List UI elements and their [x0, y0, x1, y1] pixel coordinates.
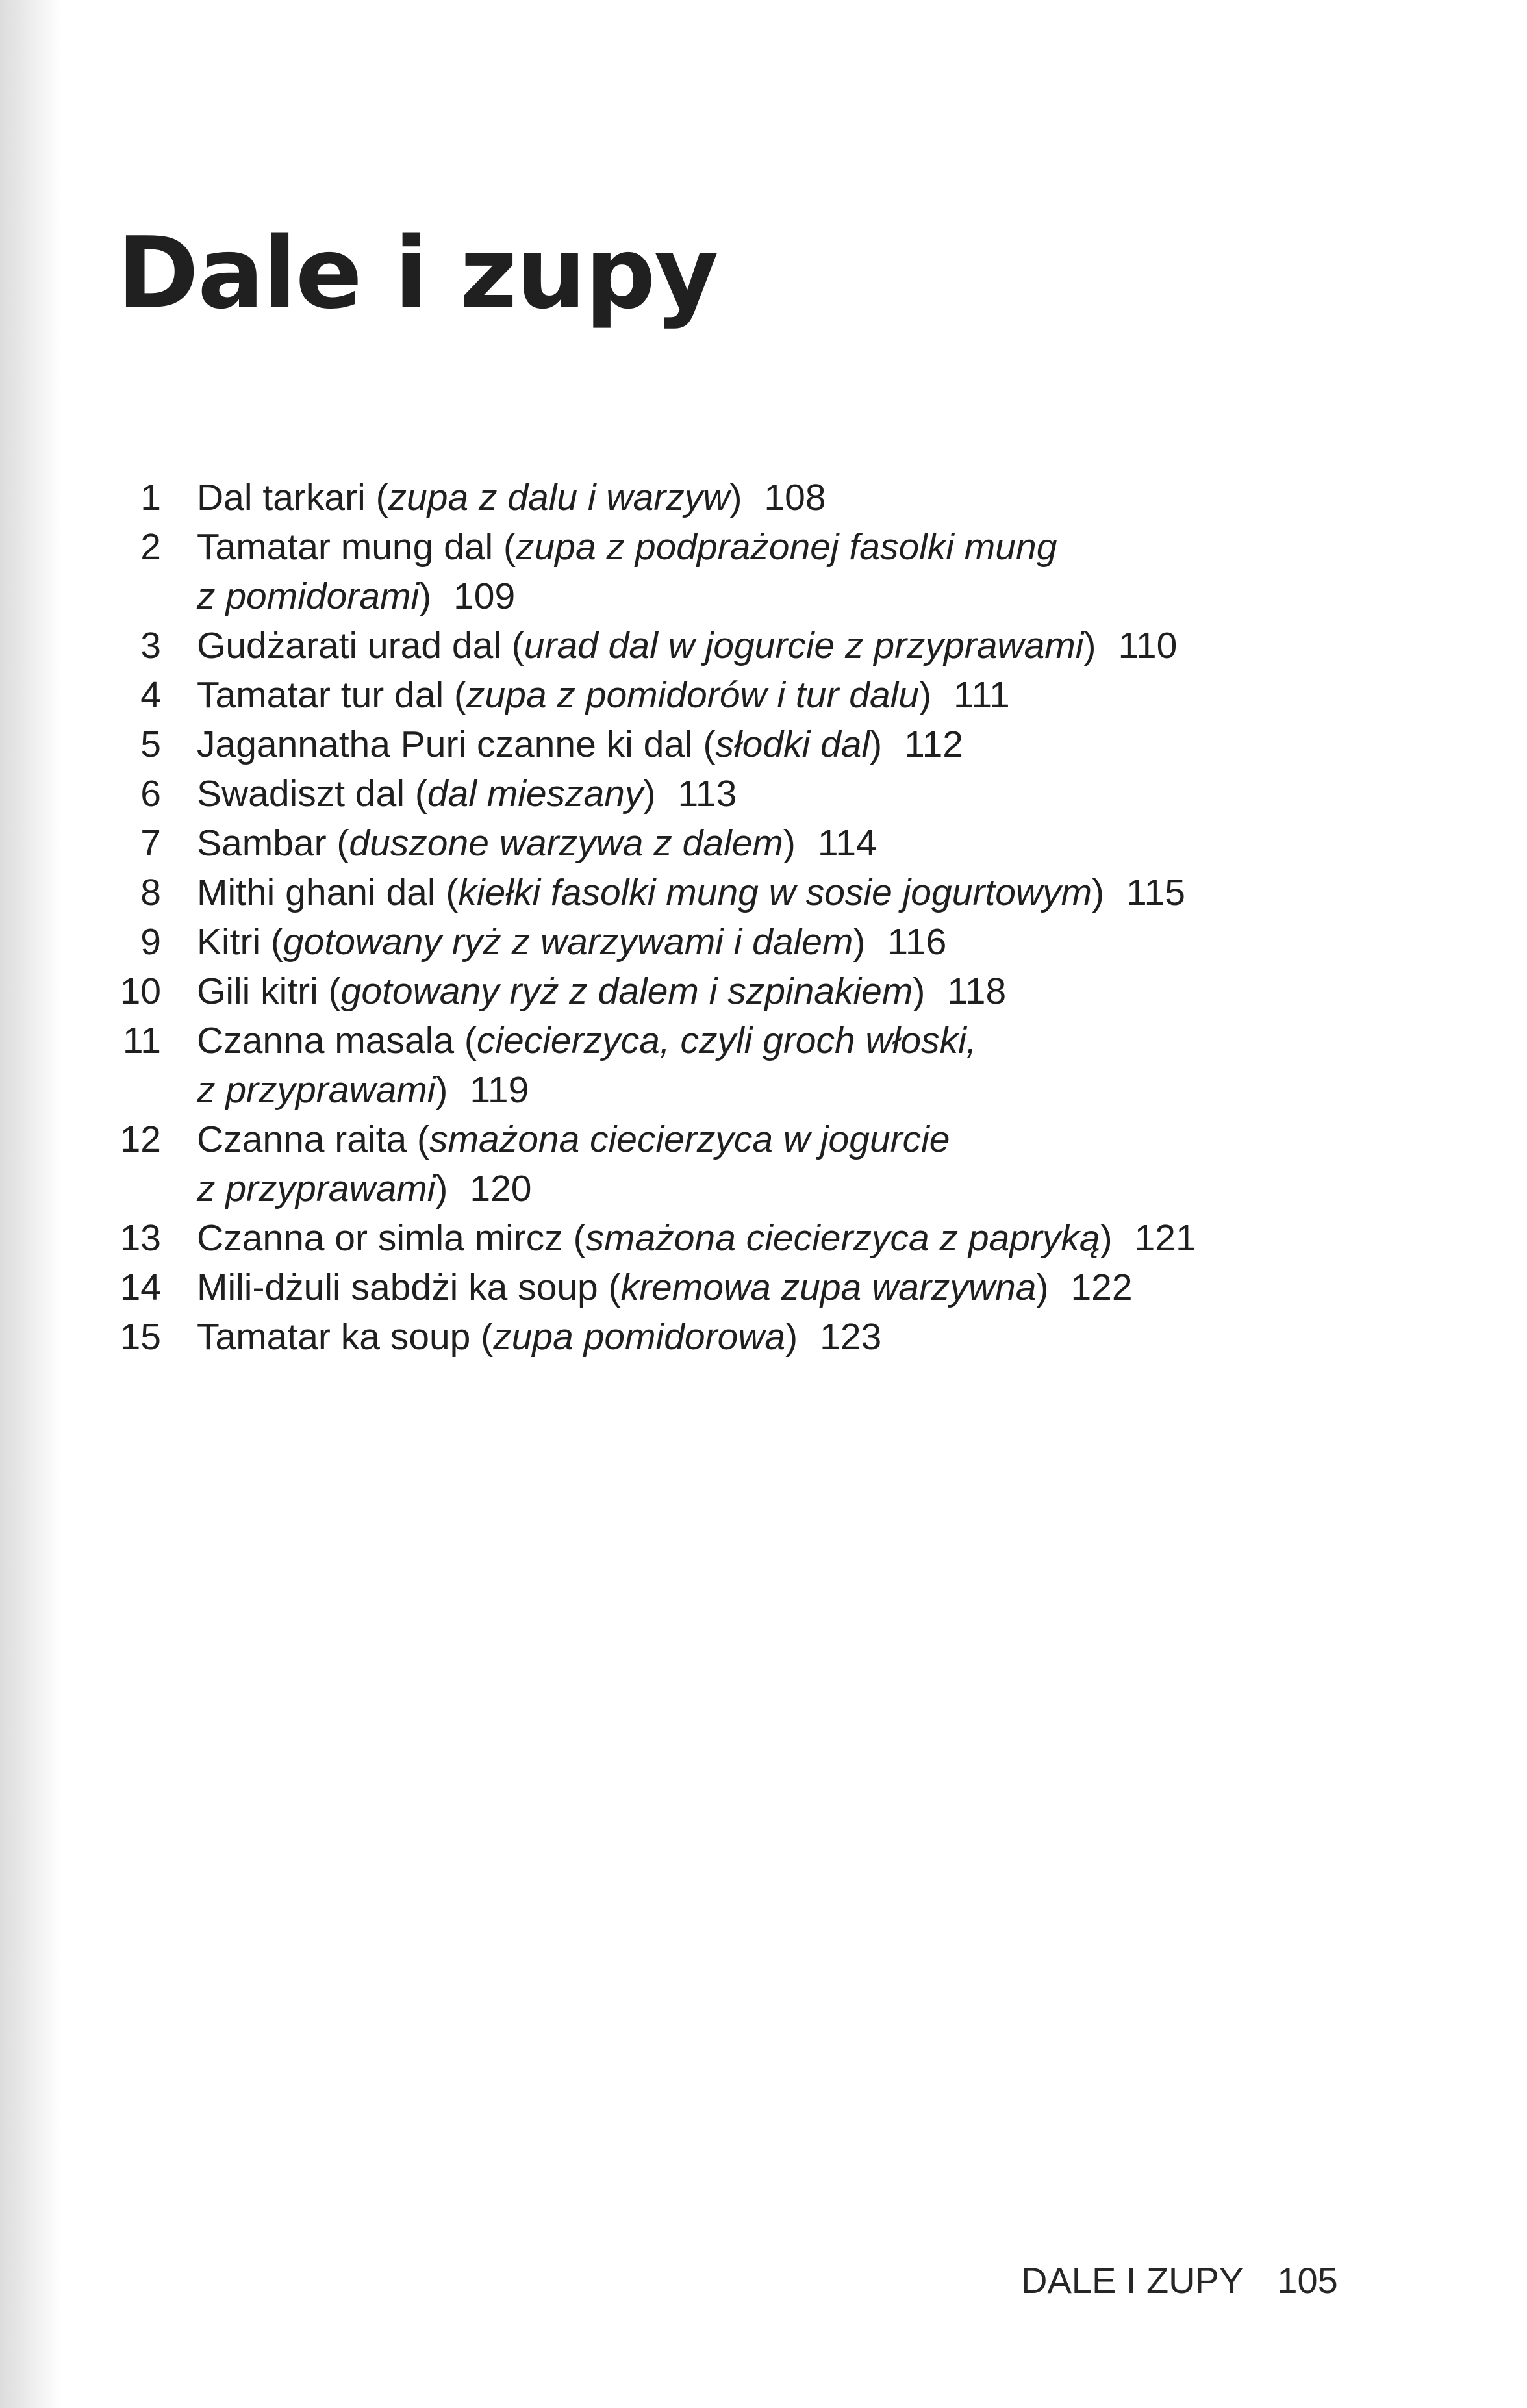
closing-paren: )	[643, 773, 656, 815]
recipe-text	[197, 967, 1429, 1016]
list-item	[97, 1016, 1429, 1115]
recipe-name: Sambar (	[197, 822, 349, 864]
recipe-number: 12	[120, 1119, 161, 1160]
recipe-name: Jagannatha Puri czanne ki dal (	[197, 724, 716, 765]
recipe-text	[197, 818, 1429, 868]
recipe-number: 3	[140, 625, 161, 666]
recipe-text	[197, 1312, 1429, 1362]
recipe-number: 13	[120, 1217, 161, 1259]
recipe-number: 1	[140, 477, 161, 518]
recipe-description-continued: z przyprawami	[197, 1069, 436, 1111]
closing-paren: )	[435, 1069, 448, 1111]
closing-paren: )	[1036, 1267, 1049, 1308]
recipe-description: ciecierzyca, czyli groch włoski,	[476, 1020, 977, 1061]
closing-paren: )	[919, 674, 931, 716]
recipe-text	[197, 522, 1429, 621]
closing-paren: )	[870, 724, 883, 765]
closing-paren: )	[783, 822, 796, 864]
page-number: 105	[1277, 2260, 1338, 2301]
recipe-name: Mili-dżuli sabdżi ka soup (	[197, 1267, 621, 1308]
page-reference: 121	[1134, 1217, 1196, 1259]
list-item	[97, 1213, 1429, 1263]
recipe-number: 5	[140, 724, 161, 765]
list-item	[97, 522, 1429, 621]
closing-paren: )	[853, 921, 866, 963]
recipe-number: 14	[120, 1267, 161, 1308]
recipe-number: 2	[140, 526, 161, 568]
recipe-number: 6	[140, 773, 161, 815]
page-reference: 111	[953, 674, 1010, 716]
binding-gutter-shadow	[0, 0, 62, 2408]
list-item	[97, 967, 1429, 1016]
list-item	[97, 473, 1429, 522]
recipe-description: urad dal w jogurcie z przyprawami	[524, 625, 1084, 666]
list-item	[97, 720, 1429, 769]
recipe-number: 7	[140, 822, 161, 864]
page-reference: 116	[887, 921, 947, 963]
recipe-text	[197, 621, 1429, 670]
recipe-name: Czanna masala (	[197, 1020, 477, 1061]
page-reference: 108	[764, 477, 826, 518]
recipe-text	[197, 1263, 1429, 1312]
list-item	[97, 670, 1429, 720]
page-title: Dale i zupy	[117, 216, 718, 331]
closing-paren: )	[1083, 625, 1096, 666]
list-item	[97, 818, 1429, 868]
recipe-description: zupa z podprażonej fasolki mung	[516, 526, 1057, 568]
list-item	[97, 769, 1429, 818]
recipe-description: dal mieszany	[427, 773, 644, 815]
recipe-description: słodki dal	[715, 724, 870, 765]
recipe-text	[197, 868, 1429, 917]
recipe-list	[97, 473, 1429, 1362]
list-item	[97, 1263, 1429, 1312]
recipe-name: Kitri (	[197, 921, 283, 963]
closing-paren: )	[729, 477, 742, 518]
recipe-name: Tamatar tur dal (	[197, 674, 466, 716]
recipe-description: kremowa zupa warzywna	[620, 1267, 1037, 1308]
recipe-text	[197, 1016, 1429, 1115]
page-reference: 122	[1070, 1267, 1133, 1308]
page-reference: 109	[453, 576, 516, 617]
page-reference: 112	[904, 724, 964, 765]
list-item	[97, 917, 1429, 967]
page-reference: 119	[470, 1069, 529, 1111]
recipe-name: Dal tarkari (	[197, 477, 388, 518]
page-reference: 120	[470, 1168, 532, 1210]
recipe-name: Gudżarati urad dal (	[197, 625, 524, 666]
recipe-number: 10	[120, 970, 161, 1012]
recipe-name: Mithi ghani dal (	[197, 872, 459, 913]
recipe-text	[197, 769, 1429, 818]
list-item	[97, 1115, 1429, 1213]
recipe-number: 4	[140, 674, 161, 716]
recipe-number: 11	[122, 1020, 161, 1061]
page-reference: 123	[820, 1316, 882, 1358]
page-reference: 118	[947, 970, 1007, 1012]
recipe-name: Tamatar mung dal (	[197, 526, 516, 568]
running-head-title: DALE I ZUPY	[1021, 2260, 1244, 2301]
closing-paren: )	[913, 970, 926, 1012]
recipe-description: kiełki fasolki mung w sosie jogurtowym	[458, 872, 1092, 913]
closing-paren: )	[419, 576, 432, 617]
recipe-description-continued: z przyprawami	[197, 1168, 436, 1210]
list-item	[97, 868, 1429, 917]
closing-paren: )	[1092, 872, 1105, 913]
page-reference: 113	[677, 773, 737, 815]
recipe-name: Gili kitri (	[197, 970, 341, 1012]
recipe-name: Tamatar ka soup (	[197, 1316, 494, 1358]
recipe-name: Czanna raita (	[197, 1119, 430, 1160]
recipe-number: 15	[120, 1316, 161, 1358]
recipe-text	[197, 670, 1429, 720]
recipe-description: zupa z dalu i warzyw	[388, 477, 730, 518]
recipe-description: gotowany ryż z warzywami i dalem	[283, 921, 853, 963]
list-item	[97, 1312, 1429, 1362]
recipe-number: 9	[140, 921, 161, 963]
page-reference: 114	[817, 822, 877, 864]
closing-paren: )	[435, 1168, 448, 1210]
recipe-description-continued: z pomidorami	[197, 576, 420, 617]
recipe-description: zupa pomidorowa	[493, 1316, 786, 1358]
page-reference: 110	[1118, 625, 1178, 666]
recipe-text	[197, 473, 1429, 522]
recipe-description: gotowany ryż z dalem i szpinakiem	[340, 970, 913, 1012]
recipe-description: zupa z pomidorów i tur dalu	[466, 674, 920, 716]
list-item	[97, 621, 1429, 670]
recipe-text	[197, 917, 1429, 967]
recipe-description: duszone warzywa z dalem	[349, 822, 783, 864]
recipe-text	[197, 1213, 1429, 1263]
recipe-name: Czanna or simla mircz (	[197, 1217, 586, 1259]
closing-paren: )	[1100, 1217, 1113, 1259]
page-reference: 115	[1126, 872, 1185, 913]
recipe-number: 8	[140, 872, 161, 913]
running-footer	[1021, 2262, 1338, 2299]
recipe-text	[197, 1115, 1429, 1213]
recipe-name: Swadiszt dal (	[197, 773, 427, 815]
recipe-description: smażona ciecierzyca w jogurcie	[429, 1119, 950, 1160]
closing-paren: )	[785, 1316, 798, 1358]
recipe-description: smażona ciecierzyca z papryką	[585, 1217, 1100, 1259]
recipe-text	[197, 720, 1429, 769]
